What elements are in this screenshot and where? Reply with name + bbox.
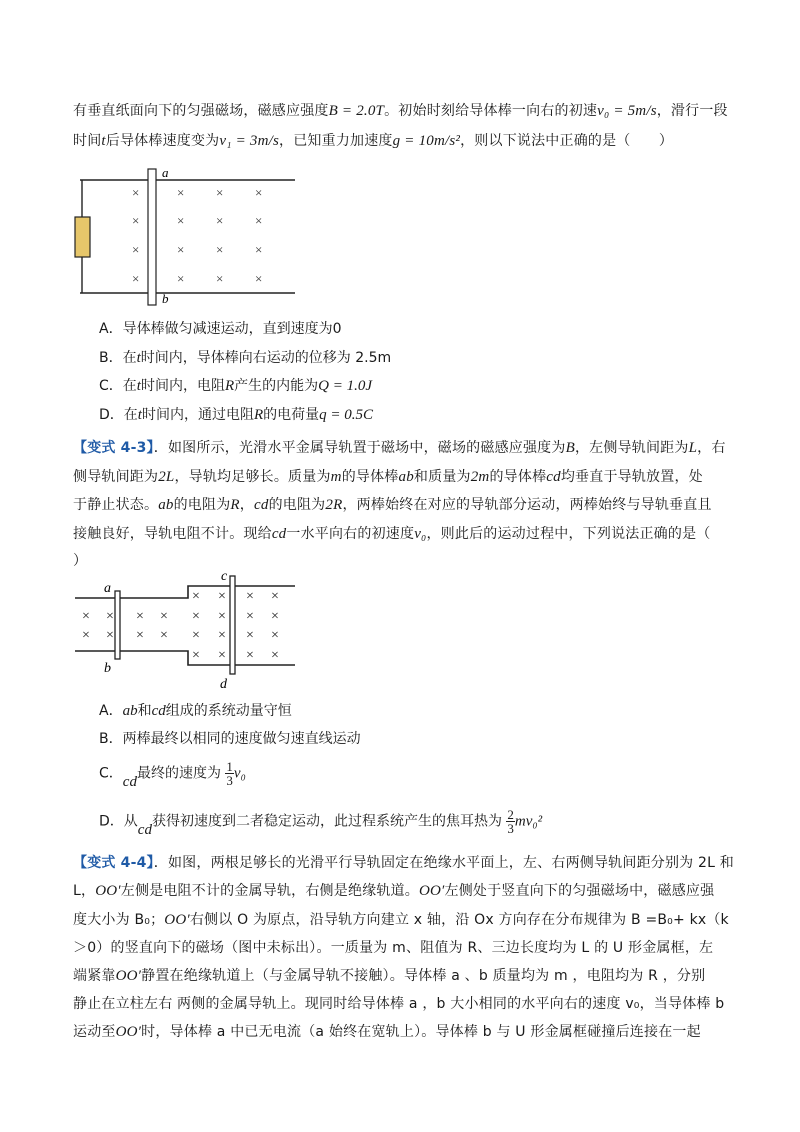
fraction-one-third: $\frac{1}{3}$ xyxy=(226,759,233,788)
q3-line-1: 【变式 4-4】．如图，两根足够长的光滑平行导轨固定在绝缘水平面上，左、右两侧导轨间距分别为 2L 和 xyxy=(73,855,734,871)
q2-option-b[interactable]: B．两棒最终以相同的速度做匀速直线运动 xyxy=(99,731,361,747)
svg-text:×: × xyxy=(255,213,263,228)
conductor-bar-cd xyxy=(230,576,235,674)
svg-text:×: × xyxy=(255,185,263,200)
svg-text:×: × xyxy=(216,213,224,228)
svg-text:×: × xyxy=(132,242,140,257)
q2-line-4: 接触良好，导轨电阻不计。现给cd一水平向右的初速度v₀，则此后的运动过程中，下列说法正确的是（ xyxy=(73,526,711,542)
q3-line-2: L，OO′左侧是电阻不计的金属导轨，右侧是绝缘轨道。OO′左侧处于竖直向下的匀强磁场中，磁感应强 xyxy=(73,883,715,899)
q2-option-a[interactable]: A．ab和cd组成的系统动量守恒 xyxy=(99,703,292,719)
svg-text:×: × xyxy=(218,609,226,624)
q2-option-d[interactable]: D．从cd获得初速度到二者稳定运动，此过程系统产生的焦耳热为 $\frac{2}{3}$ mv₀² xyxy=(99,807,543,838)
svg-text:×: × xyxy=(132,271,140,286)
svg-text:×: × xyxy=(177,242,185,257)
q1-option-b[interactable]: B．在t时间内，导体棒向右运动的位移为 2.5m xyxy=(99,350,392,366)
label-b: b xyxy=(162,291,169,306)
svg-text:×: × xyxy=(216,185,224,200)
svg-text:×: × xyxy=(216,242,224,257)
svg-text:×: × xyxy=(218,628,226,643)
q2-line-1: 【变式 4-3】．如图所示，光滑水平金属导轨置于磁场中，磁场的磁感应强度为B，左侧导轨间距为L，右 xyxy=(73,440,726,456)
svg-text:×: × xyxy=(271,648,279,663)
label-a: a xyxy=(162,165,169,180)
svg-text:×: × xyxy=(106,609,114,624)
svg-text:×: × xyxy=(132,213,140,228)
svg-text:×: × xyxy=(82,628,90,643)
svg-text:×: × xyxy=(160,628,168,643)
q3-line-5: 端紧靠OO′静置在绝缘轨道上（与金属导轨不接触）。导体棒 a 、b 质量均为 m ，电阻均为 R ，分别 xyxy=(73,968,706,984)
q3-line-4: ＞0）的竖直向下的磁场（图中未标出）。一质量为 m、阻值为 R、三边长度均为 L 的 U 形金属框，左 xyxy=(73,940,714,956)
conductor-bar-ab xyxy=(115,591,120,659)
svg-text:×: × xyxy=(82,609,90,624)
label-d: d xyxy=(220,677,227,692)
label-a: a xyxy=(104,581,111,596)
svg-text:×: × xyxy=(136,628,144,643)
q1-line-2: 时间t后导体棒速度变为v₁ = 3m/s，已知重力加速度g = 10m/s²，则以下说法中正确的是（ ） xyxy=(73,133,674,149)
svg-text:×: × xyxy=(246,648,254,663)
q2-tag: 【变式 4-3】 xyxy=(73,440,154,456)
svg-text:×: × xyxy=(177,213,185,228)
svg-text:×: × xyxy=(106,628,114,643)
svg-text:×: × xyxy=(177,271,185,286)
svg-text:×: × xyxy=(271,589,279,604)
q3-line-6: 静止在立柱左右 两侧的金属导轨上。现同时给导体棒 a ，b 大小相同的水平向右的速度 v₀，当导体棒 b xyxy=(73,996,725,1012)
figure-2-rails xyxy=(70,568,310,693)
label-b: b xyxy=(104,661,111,676)
q2-line-2: 侧导轨间距为2L，导轨均足够长。质量为m的导体棒ab和质量为2m的导体棒cd均垂直于导轨放置，处 xyxy=(73,469,703,485)
q3-line-3: 度大小为 B₀；OO′右侧以 O 为原点，沿导轨方向建立 x 轴，沿 Ox 方向存在分布规律为 B =B₀+ kx（k xyxy=(73,912,729,928)
svg-text:×: × xyxy=(246,628,254,643)
svg-text:×: × xyxy=(216,271,224,286)
q1-option-a[interactable]: A．导体棒做匀减速运动，直到速度为0 xyxy=(99,321,342,337)
label-c: c xyxy=(221,569,228,584)
svg-text:×: × xyxy=(192,628,200,643)
svg-text:×: × xyxy=(192,648,200,663)
q1-option-d[interactable]: D．在t时间内，通过电阻R的电荷量q = 0.5C xyxy=(99,407,374,423)
svg-text:×: × xyxy=(246,589,254,604)
svg-text:×: × xyxy=(255,271,263,286)
figure-1-circuit xyxy=(70,165,310,310)
svg-text:×: × xyxy=(192,589,200,604)
resistor-R xyxy=(75,217,90,257)
svg-text:×: × xyxy=(192,609,200,624)
q3-tag: 【变式 4-4】 xyxy=(73,855,154,871)
svg-text:×: × xyxy=(132,185,140,200)
q1-option-c[interactable]: C．在t时间内，电阻R产生的内能为Q = 1.0J xyxy=(99,378,372,394)
magnetic-field-crosses xyxy=(82,589,279,663)
svg-text:×: × xyxy=(246,609,254,624)
svg-text:×: × xyxy=(177,185,185,200)
svg-text:×: × xyxy=(218,648,226,663)
q2-line-3: 于静止状态。ab的电阻为R，cd的电阻为2R，两棒始终在对应的导轨部分运动，两棒始终与导轨垂直且 xyxy=(73,497,712,513)
svg-text:×: × xyxy=(255,242,263,257)
q1-line-1: 有垂直纸面向下的匀强磁场，磁感应强度B = 2.0T。初始时刻给导体棒一向右的初速v₀ = 5m/s，滑行一段 xyxy=(73,103,728,119)
conductor-bar-ab xyxy=(148,169,156,305)
q2-option-c[interactable]: C．cd最终的速度为 $\frac{1}{3}$ v₀ xyxy=(99,759,246,790)
svg-text:×: × xyxy=(218,589,226,604)
svg-text:×: × xyxy=(271,628,279,643)
q2-line-5: ） xyxy=(73,553,88,569)
svg-text:×: × xyxy=(136,609,144,624)
q3-line-7: 运动至OO′时，导体棒 a 中已无电流（a 始终在宽轨上）。导体棒 b 与 U 形金属框碰撞后连接在一起 xyxy=(73,1024,701,1040)
fraction-two-thirds: $\frac{2}{3}$ xyxy=(507,807,514,836)
svg-text:×: × xyxy=(271,609,279,624)
svg-text:×: × xyxy=(160,609,168,624)
